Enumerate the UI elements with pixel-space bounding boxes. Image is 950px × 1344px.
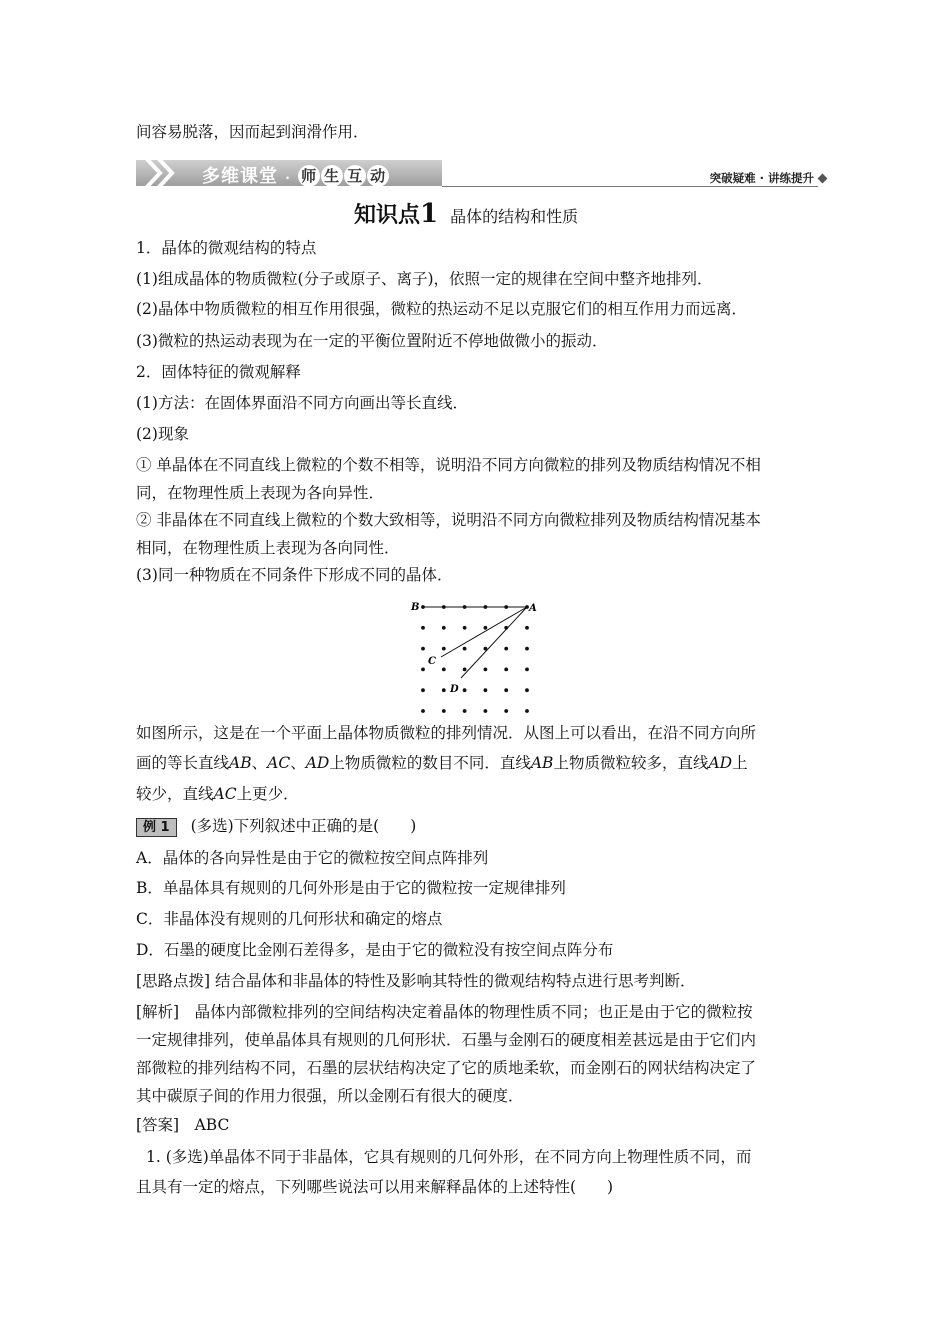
- lattice-particle: [421, 605, 425, 609]
- lattice-particle: [442, 709, 446, 713]
- figure-text-line-2: [136, 752, 816, 774]
- figure-text-line-3: [136, 783, 816, 805]
- lattice-particle: [484, 688, 488, 692]
- banner-dot: ·: [285, 171, 291, 185]
- lattice-particle: [442, 647, 446, 651]
- practice-line-2: 且具有一定的熔点，下列哪些说法可以用来解释晶体的上述特性( ): [136, 1178, 614, 1196]
- hint-line: [思路点拨] 结合晶体和非晶体的特性及影响其特性的微观结构特点进行思考判断．: [136, 972, 696, 990]
- banner-title: [202, 162, 390, 188]
- option-b: B．单晶体具有规则的几何外形是由于它的微粒按一定规律排列: [136, 879, 566, 897]
- lattice-particle: [442, 605, 446, 609]
- banner-char-4: 动: [367, 165, 389, 187]
- label-b: B: [411, 602, 420, 613]
- lattice-particle: [484, 647, 488, 651]
- lattice-particle: [484, 626, 488, 630]
- lattice-particle: [504, 605, 508, 609]
- ft-l2-mid: 上物质微粒的数目不同．直线: [329, 754, 531, 772]
- knowledge-point-heading: [354, 198, 578, 229]
- ft-l2-mid2: 上物质微粒较多，直线: [553, 754, 709, 772]
- ft-l2-ab: AB: [530, 754, 554, 772]
- lattice-particle: [463, 668, 467, 672]
- body-line-6: (1)方法：在固体界面沿不同方向画出等长直线．: [136, 394, 468, 412]
- lattice-particle: [442, 688, 446, 692]
- body-line-11: 相同，在物理性质上表现为各向同性．: [136, 539, 400, 557]
- lattice-particle: [504, 688, 508, 692]
- body-line-12: (3)同一种物质在不同条件下形成不同的晶体．: [136, 566, 453, 584]
- lattice-particle: [525, 668, 529, 672]
- ft-sep2: 、: [290, 754, 306, 772]
- lattice-particle: [442, 626, 446, 630]
- analysis-line-1: [解析] 晶体内部微粒排列的空间结构决定着晶体的物理性质不同；也正是由于它的微粒按: [136, 1003, 753, 1021]
- lattice-particle: [484, 709, 488, 713]
- example-question-text: (多选)下列叙述中正确的是( ): [190, 817, 417, 835]
- lattice-particle: [525, 626, 529, 630]
- diamond-icon: [818, 174, 828, 184]
- lattice-particle: [504, 647, 508, 651]
- banner-char-2: 生: [321, 165, 343, 187]
- lattice-particle: [463, 626, 467, 630]
- analysis-line-2: 一定规律排列，使单晶体具有规则的几何形状．石墨与金刚石的硬度相差甚远是由于它们内: [136, 1031, 757, 1049]
- lattice-particle: [463, 647, 467, 651]
- label-a: A: [529, 603, 537, 614]
- lattice-particle: [463, 709, 467, 713]
- ft-l2-end: 上: [732, 754, 748, 772]
- lattice-particle: [504, 626, 508, 630]
- analysis-line-3: 部微粒的排列结构不同，石墨的层状结构决定了它的质地柔软，而金刚石的网状结构决定了: [136, 1059, 757, 1077]
- ft-l3-ac: AC: [213, 785, 237, 803]
- banner-title-main: 多维课堂: [202, 166, 278, 187]
- crystal-lattice-figure: [405, 596, 545, 718]
- option-d: D．石墨的硬度比金刚石差得多，是由于它的微粒没有按空间点阵分布: [136, 941, 614, 959]
- ft-ad: AD: [305, 754, 330, 772]
- lattice-dots: [421, 605, 529, 713]
- lattice-particle: [421, 647, 425, 651]
- ft-sep1: 、: [251, 754, 268, 772]
- lattice-particle: [463, 688, 467, 692]
- label-c: C: [428, 656, 436, 667]
- body-line-5: 2．固体特征的微观解释: [136, 363, 301, 381]
- example-question: [136, 815, 816, 837]
- body-line-4: (3)微粒的热运动表现为在一定的平衡位置附近不停地做微小的振动．: [136, 332, 608, 350]
- ft-l2-ad: AD: [708, 754, 733, 772]
- lattice-particle: [421, 626, 425, 630]
- body-line-8: ① 单晶体在不同直线上微粒的个数不相等，说明沿不同方向微粒的排列及物质结构情况不相: [136, 456, 761, 474]
- knowledge-point-number: 1: [420, 199, 439, 229]
- double-chevron-icon: [144, 156, 188, 190]
- ft-ac: AC: [267, 754, 291, 772]
- ft-ab: AB: [229, 754, 252, 772]
- body-line-10: ② 非晶体在不同直线上微粒的个数大致相等，说明沿不同方向微粒排列及物质结构情况基本: [136, 511, 761, 529]
- lattice-particle: [463, 605, 467, 609]
- lattice-particle: [525, 647, 529, 651]
- body-line-9: 同，在物理性质上表现为各向异性．: [136, 484, 385, 502]
- option-c: C．非晶体没有规则的几何形状和确定的熔点: [136, 910, 443, 928]
- lattice-particle: [504, 668, 508, 672]
- banner-char-1: 师: [298, 165, 320, 187]
- body-line-2: (1)组成晶体的物质微粒(分子或原子、离子)，依照一定的规律在空间中整齐地排列．: [136, 270, 713, 288]
- figure-text-line-1: 如图所示，这是在一个平面上晶体物质微粒的排列情况．从图上可以看出，在沿不同方向所: [136, 724, 757, 742]
- ft-l3-end: 上更少．: [236, 785, 299, 803]
- banner-right-text: 突破疑难 · 讲练提升: [709, 171, 814, 185]
- lattice-particle: [525, 688, 529, 692]
- lattice-particle: [421, 709, 425, 713]
- banner-rule: [442, 186, 818, 187]
- lattice-particle: [421, 688, 425, 692]
- lattice-particle: [484, 605, 488, 609]
- label-d: D: [450, 684, 459, 695]
- example-box: 例 1: [136, 818, 177, 837]
- ft-l2-pre: 画的等长直线: [136, 754, 230, 772]
- carry-over-line: 间容易脱落，因而起到润滑作用．: [136, 123, 369, 141]
- answer-line: [答案] ABC: [136, 1116, 230, 1134]
- practice-line-1: 1. (多选)单晶体不同于非晶体，它具有规则的几何外形，在不同方向上物理性质不同，而: [146, 1148, 752, 1166]
- lattice-particle: [421, 668, 425, 672]
- lattice-particle: [525, 709, 529, 713]
- knowledge-point-label: 知识点: [354, 203, 421, 228]
- lattice-particle: [484, 668, 488, 672]
- analysis-line-4: 其中碳原子间的作用力很强，所以金刚石有很大的硬度．: [136, 1087, 524, 1105]
- body-line-7: (2)现象: [136, 425, 189, 443]
- lattice-particle: [442, 668, 446, 672]
- lattice-lines: [423, 607, 527, 678]
- lattice-particle: [504, 709, 508, 713]
- option-a: A．晶体的各向异性是由于它的微粒按空间点阵排列: [136, 849, 489, 867]
- body-line-3: (2)晶体中物质微粒的相互作用很强，微粒的热运动不足以克服它们的相互作用力而远离．: [136, 300, 747, 318]
- section-banner: [136, 156, 826, 194]
- knowledge-point-subtitle: 晶体的结构和性质: [450, 207, 579, 226]
- body-line-1: 1．晶体的微观结构的特点: [136, 239, 317, 257]
- ft-l3-pre: 较少，直线: [136, 785, 214, 803]
- banner-char-3: 互: [344, 165, 366, 187]
